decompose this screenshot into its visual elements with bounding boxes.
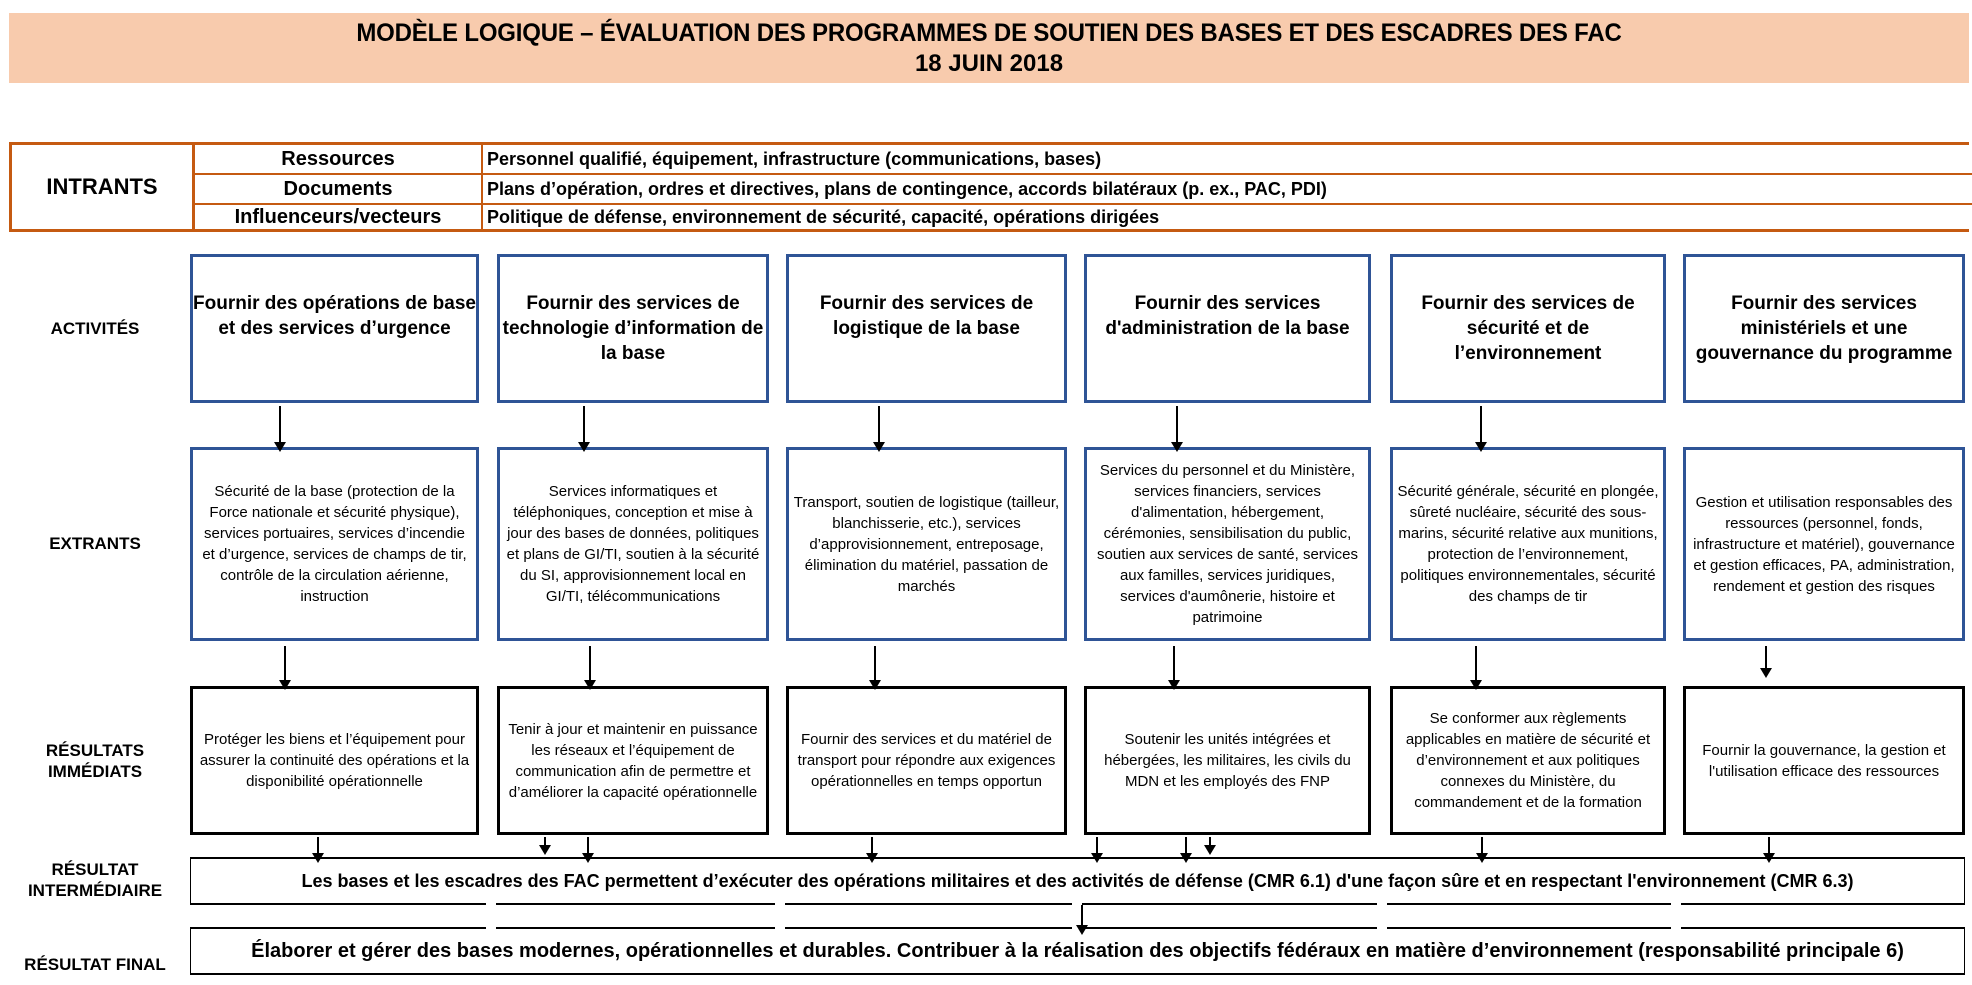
border-gap	[486, 903, 496, 907]
intrants-label: INTRANTS	[12, 145, 195, 229]
label-resultat-intermediaire-2: INTERMÉDIAIRE	[27, 881, 163, 900]
border-gap	[1671, 903, 1681, 907]
label-resultats-immediats-1: RÉSULTATS	[45, 741, 145, 760]
border-gap	[1377, 903, 1387, 907]
intrants-value: Plans d’opération, ordres et directives, plans de contingence, accords bilatéraux (p. ex., PAC, PDI)	[487, 179, 1327, 199]
resultat-immediat-box: Fournir la gouvernance, la gestion et l'utilisation efficace des ressources	[1683, 686, 1965, 835]
extrant-box: Transport, soutien de logistique (tailleur, blanchisserie, etc.), services d’approvisionnement, entreposage, élimination du matériel, passation de marchés	[786, 447, 1067, 641]
intrants-key: Ressources	[195, 145, 483, 173]
intrants-row-ressources	[195, 145, 1972, 173]
activite-box: Fournir des services d'administration de la base	[1084, 254, 1371, 403]
resultat-immediat-box: Soutenir les unités intégrées et hébergées, les militaires, les civils du MDN et les employés des FNP	[1084, 686, 1371, 835]
resultat-immediat-box: Protéger les biens et l’équipement pour assurer la continuité des opérations et la disponibilité opérationnelle	[190, 686, 479, 835]
intrants-value: Politique de défense, environnement de sécurité, capacité, opérations dirigées	[487, 207, 1160, 227]
extrant-box: Sécurité générale, sécurité en plongée, sûreté nucléaire, sécurité des sous-marins, sécurité relative aux munitions, protection de l’environnement, politiques environnementales, sécurité des champs de tir	[1390, 447, 1666, 641]
extrant-box: Services informatiques et téléphoniques, conception et mise à jour des bases de données, politiques et plans de GI/TI, soutien à la sécurité du SI, approvisionnement local en GI/TI, télécommunications	[497, 447, 769, 641]
resultat-immediat-box: Tenir à jour et maintenir en puissance les réseaux et l’équipement de communication afin de permettre et d’améliorer la capacité opérationnelle	[497, 686, 769, 835]
activite-box: Fournir des services de logistique de la base	[786, 254, 1067, 403]
intrants-value: Personnel qualifié, équipement, infrastructure (communications, bases)	[487, 149, 1102, 169]
border-gap	[775, 903, 785, 907]
extrant-box: Sécurité de la base (protection de la Force nationale et sécurité physique), services portuaires, services d’incendie et d’urgence, services de champs de tir, contrôle de la circulation aérienne, instruction	[190, 447, 479, 641]
intrants-key: Influenceurs/vecteurs	[195, 203, 483, 231]
intrants-key: Documents	[195, 175, 483, 203]
label-extrants: EXTRANTS	[49, 534, 141, 553]
resultat-immediat-box: Se conformer aux règlements applicables en matière de sécurité et d’environnement et aux politiques connexes du Ministère, du commandement et de la formation	[1390, 686, 1666, 835]
border-gap	[1377, 926, 1387, 930]
resultat-intermediaire-box: Les bases et les escadres des FAC permettent d’exécuter des opérations militaires et des activités de défense (CMR 6.1) d'une façon sûre et en respectant l'environnement (CMR 6.3)	[190, 857, 1965, 905]
intrants-row-influenceurs	[195, 203, 1972, 231]
resultat-final-box: Élaborer et gérer des bases modernes, opérationnelles et durables. Contribuer à la réalisation des objectifs fédéraux en matière d’environnement (responsabilité principale 6)	[190, 927, 1965, 975]
extrant-box: Services du personnel et du Ministère, services financiers, services d'alimentation, hébergement, cérémonies, sensibilisation du public, soutien aux services de santé, services aux familles, services juridiques, services d'aumônerie, histoire et patrimoine	[1084, 447, 1371, 641]
label-resultat-final: RÉSULTAT FINAL	[24, 955, 166, 974]
border-gap	[1671, 926, 1681, 930]
intrants-row-documents	[195, 175, 1972, 203]
page-title: MODÈLE LOGIQUE – ÉVALUATION DES PROGRAMMES DE SOUTIEN DES BASES ET DES ESCADRES DES FAC	[356, 19, 1622, 47]
resultat-immediat-box: Fournir des services et du matériel de transport pour répondre aux exigences opérationnelles en temps opportun	[786, 686, 1067, 835]
extrant-box: Gestion et utilisation responsables des ressources (personnel, fonds, infrastructure et matériel), gouvernance et gestion efficaces, PA, administration, rendement et gestion des risques	[1683, 447, 1965, 641]
border-gap	[486, 926, 496, 930]
activite-box: Fournir des services de sécurité et de l’environnement	[1390, 254, 1666, 403]
activite-box: Fournir des services ministériels et une gouvernance du programme	[1683, 254, 1965, 403]
activite-box: Fournir des services de technologie d’information de la base	[497, 254, 769, 403]
label-resultats-immediats-2: IMMÉDIATS	[47, 762, 143, 781]
page-date: 18 JUIN 2018	[914, 50, 1064, 77]
activite-box: Fournir des opérations de base et des services d’urgence	[190, 254, 479, 403]
label-resultat-intermediaire-1: RÉSULTAT	[51, 860, 139, 879]
intrants-table	[9, 142, 1969, 232]
border-gap	[775, 926, 785, 930]
page-header	[9, 13, 1969, 83]
label-activites: ACTIVITÉS	[50, 319, 140, 338]
